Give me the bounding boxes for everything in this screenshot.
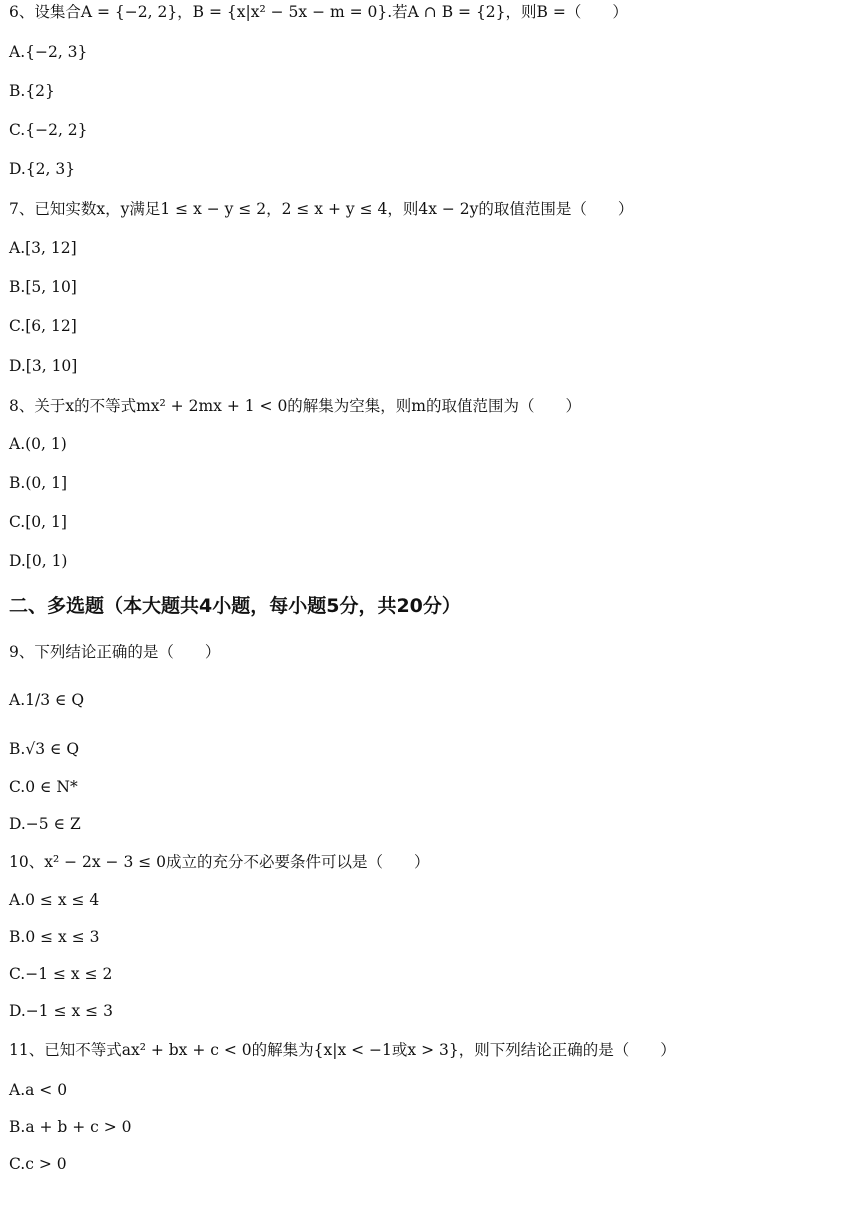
question-8-option-b: B.(0, 1] (9, 474, 67, 492)
section-heading: 二、多选题（本大题共4小题，每小题5分，共20分） (9, 595, 461, 617)
question-8-option-a: A.(0, 1) (9, 435, 67, 453)
question-10-option-b: B.0 ≤ x ≤ 3 (9, 928, 100, 946)
question-8-option-d: D.[0, 1) (9, 552, 68, 570)
question-7-stem: 7、已知实数x，y满足1 ≤ x − y ≤ 2，2 ≤ x + y ≤ 4，则4x − 2y的取值范围是（ ） (9, 200, 634, 218)
question-10-stem: 10、x² − 2x − 3 ≤ 0成立的充分不必要条件可以是（ ） (9, 853, 430, 871)
question-11-option-b: B.a + b + c > 0 (9, 1118, 132, 1136)
question-11-option-c: C.c > 0 (9, 1155, 67, 1173)
question-11-option-a: A.a < 0 (9, 1081, 68, 1099)
question-7-option-b: B.[5, 10] (9, 278, 77, 296)
question-6-option-b: B.{2} (9, 82, 55, 100)
question-6-option-c: C.{−2, 2} (9, 121, 88, 139)
question-9-option-a: A.1/3 ∈ Q (9, 691, 85, 709)
question-6-option-d: D.{2, 3} (9, 160, 76, 178)
question-6-stem: 6、设集合A = {−2, 2}，B = {x|x² − 5x − m = 0}.若A ∩ B = {2}，则B =（ ） (9, 3, 628, 21)
question-7-option-d: D.[3, 10] (9, 357, 78, 375)
question-8-option-c: C.[0, 1] (9, 513, 67, 531)
question-7-option-c: C.[6, 12] (9, 317, 77, 335)
question-6-option-a: A.{−2, 3} (9, 43, 88, 61)
question-9-option-c: C.0 ∈ N* (9, 778, 78, 796)
question-9-option-d: D.−5 ∈ Z (9, 815, 81, 833)
question-9-stem: 9、下列结论正确的是（ ） (9, 643, 221, 661)
question-10-option-c: C.−1 ≤ x ≤ 2 (9, 965, 113, 983)
question-7-option-a: A.[3, 12] (9, 239, 77, 257)
question-11-stem: 11、已知不等式ax² + bx + c < 0的解集为{x|x < −1或x > 3}，则下列结论正确的是（ ） (9, 1041, 676, 1059)
question-8-stem: 8、关于x的不等式mx² + 2mx + 1 < 0的解集为空集，则m的取值范围为（ ） (9, 397, 582, 415)
question-10-option-a: A.0 ≤ x ≤ 4 (9, 891, 100, 909)
question-10-option-d: D.−1 ≤ x ≤ 3 (9, 1002, 113, 1020)
question-9-option-b: B.√3 ∈ Q (9, 740, 80, 758)
